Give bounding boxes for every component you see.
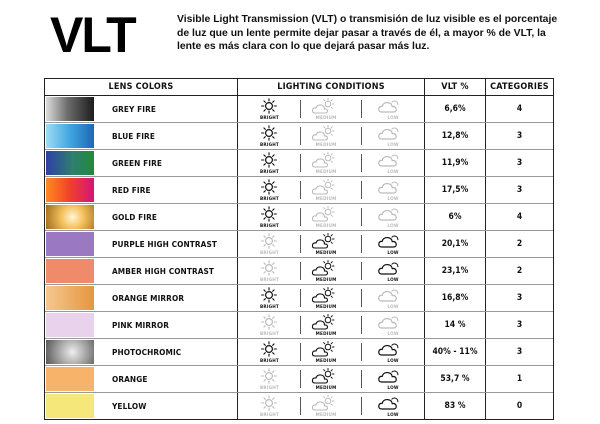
condition-label: LOW — [387, 412, 399, 417]
condition-bright — [238, 204, 300, 230]
condition-medium — [300, 123, 362, 149]
condition-low — [361, 231, 424, 257]
lens-color-swatch — [46, 232, 94, 256]
category-value: 3 — [516, 131, 523, 141]
table-row — [45, 258, 553, 285]
lens-name: PURPLE HIGH CONTRAST — [112, 239, 217, 249]
lighting-conditions-cell — [238, 258, 425, 284]
condition-bright — [238, 339, 300, 365]
condition-low — [361, 285, 424, 311]
vlt-value: 6,6% — [425, 96, 486, 122]
condition-label: BRIGHT — [260, 115, 279, 120]
lens-color-cell — [45, 96, 238, 122]
condition-low — [361, 393, 424, 419]
table-header — [45, 79, 553, 96]
lens-name: GREEN FIRE — [112, 158, 162, 168]
condition-bright — [238, 285, 300, 311]
category-value: 2 — [516, 266, 523, 276]
category-value: 4 — [516, 104, 523, 114]
condition-low — [361, 96, 424, 122]
lens-color-cell — [45, 393, 238, 419]
condition-label: LOW — [387, 304, 399, 309]
condition-low — [361, 339, 424, 365]
lens-color-swatch — [46, 151, 94, 175]
condition-bright — [238, 393, 300, 419]
category-value: 1 — [516, 374, 523, 384]
vlt-logo: VLT — [50, 7, 135, 63]
lens-color-cell — [45, 366, 238, 392]
lighting-conditions-cell — [238, 177, 425, 203]
table-row — [45, 96, 553, 123]
lens-name: ORANGE MIRROR — [112, 293, 185, 303]
condition-label: LOW — [387, 115, 399, 120]
lighting-conditions-cell — [238, 123, 425, 149]
condition-label: MEDIUM — [315, 169, 337, 174]
condition-label: LOW — [387, 196, 399, 201]
lighting-conditions-cell — [238, 339, 425, 365]
condition-low — [361, 366, 424, 392]
lens-color-swatch — [46, 394, 94, 418]
lens-name: GREY FIRE — [112, 104, 157, 114]
condition-label: MEDIUM — [315, 142, 337, 147]
table-row — [45, 204, 553, 231]
lens-color-cell — [45, 123, 238, 149]
lens-name: YELLOW — [112, 401, 147, 411]
condition-label: MEDIUM — [315, 412, 337, 417]
table-body — [45, 96, 553, 420]
condition-label: BRIGHT — [260, 277, 279, 282]
condition-bright — [238, 231, 300, 257]
condition-label: BRIGHT — [260, 331, 279, 336]
condition-medium — [300, 339, 362, 365]
condition-label: LOW — [387, 358, 399, 363]
condition-label: MEDIUM — [315, 358, 337, 363]
vlt-description: Visible Light Transmission (VLT) o transmisión de luz visible es el porcentaje de luz que un lente permite dejar pasar a través de él, a mayor % de VLT, la lente es más clara con lo que dejará pasar más luz. — [177, 14, 558, 52]
table-row — [45, 312, 553, 339]
vlt-value: 16,8% — [425, 285, 486, 311]
lens-color-cell — [45, 204, 238, 230]
condition-label: BRIGHT — [260, 385, 279, 390]
condition-low — [361, 312, 424, 338]
lens-color-cell — [45, 177, 238, 203]
condition-medium — [300, 366, 362, 392]
condition-label: MEDIUM — [315, 250, 337, 255]
condition-label: BRIGHT — [260, 169, 279, 174]
lens-color-swatch — [46, 313, 94, 337]
category-value: 3 — [516, 185, 523, 195]
table-row — [45, 339, 553, 366]
lens-color-swatch — [46, 367, 94, 391]
table-row — [45, 177, 553, 204]
lighting-conditions-cell — [238, 204, 425, 230]
table-row — [45, 150, 553, 177]
lens-name: GOLD FIRE — [112, 212, 158, 222]
page-header — [0, 0, 600, 70]
table-row — [45, 366, 553, 393]
lens-table — [44, 78, 554, 420]
condition-low — [361, 258, 424, 284]
condition-label: LOW — [387, 142, 399, 147]
condition-low — [361, 150, 424, 176]
vlt-value: 23,1% — [425, 258, 486, 284]
vlt-value: 11,9% — [425, 150, 486, 176]
lens-color-cell — [45, 312, 238, 338]
condition-medium — [300, 204, 362, 230]
lens-name: ORANGE — [112, 374, 148, 384]
condition-medium — [300, 312, 362, 338]
condition-medium — [300, 393, 362, 419]
condition-label: BRIGHT — [260, 250, 279, 255]
vlt-value: 53,7 % — [425, 366, 486, 392]
condition-label: LOW — [387, 223, 399, 228]
condition-low — [361, 204, 424, 230]
col-categories: CATEGORIES — [490, 82, 549, 92]
condition-label: LOW — [387, 250, 399, 255]
condition-bright — [238, 96, 300, 122]
vlt-value: 40% - 11% — [425, 339, 486, 365]
condition-label: BRIGHT — [260, 358, 279, 363]
lens-name: PHOTOCHROMIC — [112, 347, 182, 357]
lighting-conditions-cell — [238, 96, 425, 122]
condition-bright — [238, 312, 300, 338]
lens-color-cell — [45, 285, 238, 311]
col-vlt: VLT % — [425, 79, 486, 95]
col-lighting-conditions: LIGHTING CONDITIONS — [238, 79, 425, 95]
vlt-value: 6% — [425, 204, 486, 230]
lens-color-swatch — [46, 340, 94, 364]
lens-color-swatch — [46, 178, 94, 202]
condition-low — [361, 177, 424, 203]
condition-label: MEDIUM — [315, 277, 337, 282]
condition-label: LOW — [387, 169, 399, 174]
condition-bright — [238, 177, 300, 203]
lens-name: PINK MIRROR — [112, 320, 170, 330]
condition-label: MEDIUM — [315, 115, 337, 120]
condition-label: BRIGHT — [260, 304, 279, 309]
col-lens-colors: LENS COLORS — [45, 79, 238, 95]
lens-color-swatch — [46, 286, 94, 310]
lens-name: RED FIRE — [112, 185, 151, 195]
table-row — [45, 123, 553, 150]
condition-bright — [238, 150, 300, 176]
condition-label: MEDIUM — [315, 385, 337, 390]
lighting-conditions-cell — [238, 312, 425, 338]
lens-color-swatch — [46, 97, 94, 121]
condition-label: MEDIUM — [315, 331, 337, 336]
condition-label: BRIGHT — [260, 223, 279, 228]
condition-medium — [300, 258, 362, 284]
condition-label: BRIGHT — [260, 412, 279, 417]
condition-bright — [238, 258, 300, 284]
condition-label: LOW — [387, 331, 399, 336]
table-row — [45, 285, 553, 312]
condition-label: LOW — [387, 385, 399, 390]
lens-name: BLUE FIRE — [112, 131, 155, 141]
condition-label: MEDIUM — [315, 196, 337, 201]
lens-color-swatch — [46, 259, 94, 283]
table-row — [45, 393, 553, 420]
condition-low — [361, 123, 424, 149]
condition-medium — [300, 177, 362, 203]
lens-color-cell — [45, 258, 238, 284]
condition-label: MEDIUM — [315, 304, 337, 309]
lens-color-swatch — [46, 205, 94, 229]
lighting-conditions-cell — [238, 366, 425, 392]
vlt-value: 83 % — [425, 393, 486, 419]
category-value: 3 — [516, 320, 523, 330]
condition-medium — [300, 150, 362, 176]
vlt-value: 12,8% — [425, 123, 486, 149]
condition-bright — [238, 123, 300, 149]
category-value: 0 — [516, 401, 523, 411]
condition-medium — [300, 231, 362, 257]
lighting-conditions-cell — [238, 285, 425, 311]
vlt-value: 20,1% — [425, 231, 486, 257]
condition-label: BRIGHT — [260, 142, 279, 147]
vlt-value: 14 % — [425, 312, 486, 338]
condition-label: BRIGHT — [260, 196, 279, 201]
category-value: 3 — [516, 293, 523, 303]
lighting-conditions-cell — [238, 150, 425, 176]
lens-color-swatch — [46, 124, 94, 148]
category-value: 4 — [516, 212, 523, 222]
lens-color-cell — [45, 339, 238, 365]
condition-label: LOW — [387, 277, 399, 282]
condition-bright — [238, 366, 300, 392]
lighting-conditions-cell — [238, 231, 425, 257]
lens-color-cell — [45, 150, 238, 176]
condition-label: MEDIUM — [315, 223, 337, 228]
category-value: 3 — [516, 158, 523, 168]
vlt-value: 17,5% — [425, 177, 486, 203]
condition-medium — [300, 285, 362, 311]
category-value: 3 — [516, 347, 523, 357]
lens-color-cell — [45, 231, 238, 257]
table-row — [45, 231, 553, 258]
lighting-conditions-cell — [238, 393, 425, 419]
condition-medium — [300, 96, 362, 122]
category-value: 2 — [516, 239, 523, 249]
lens-name: AMBER HIGH CONTRAST — [112, 266, 215, 276]
